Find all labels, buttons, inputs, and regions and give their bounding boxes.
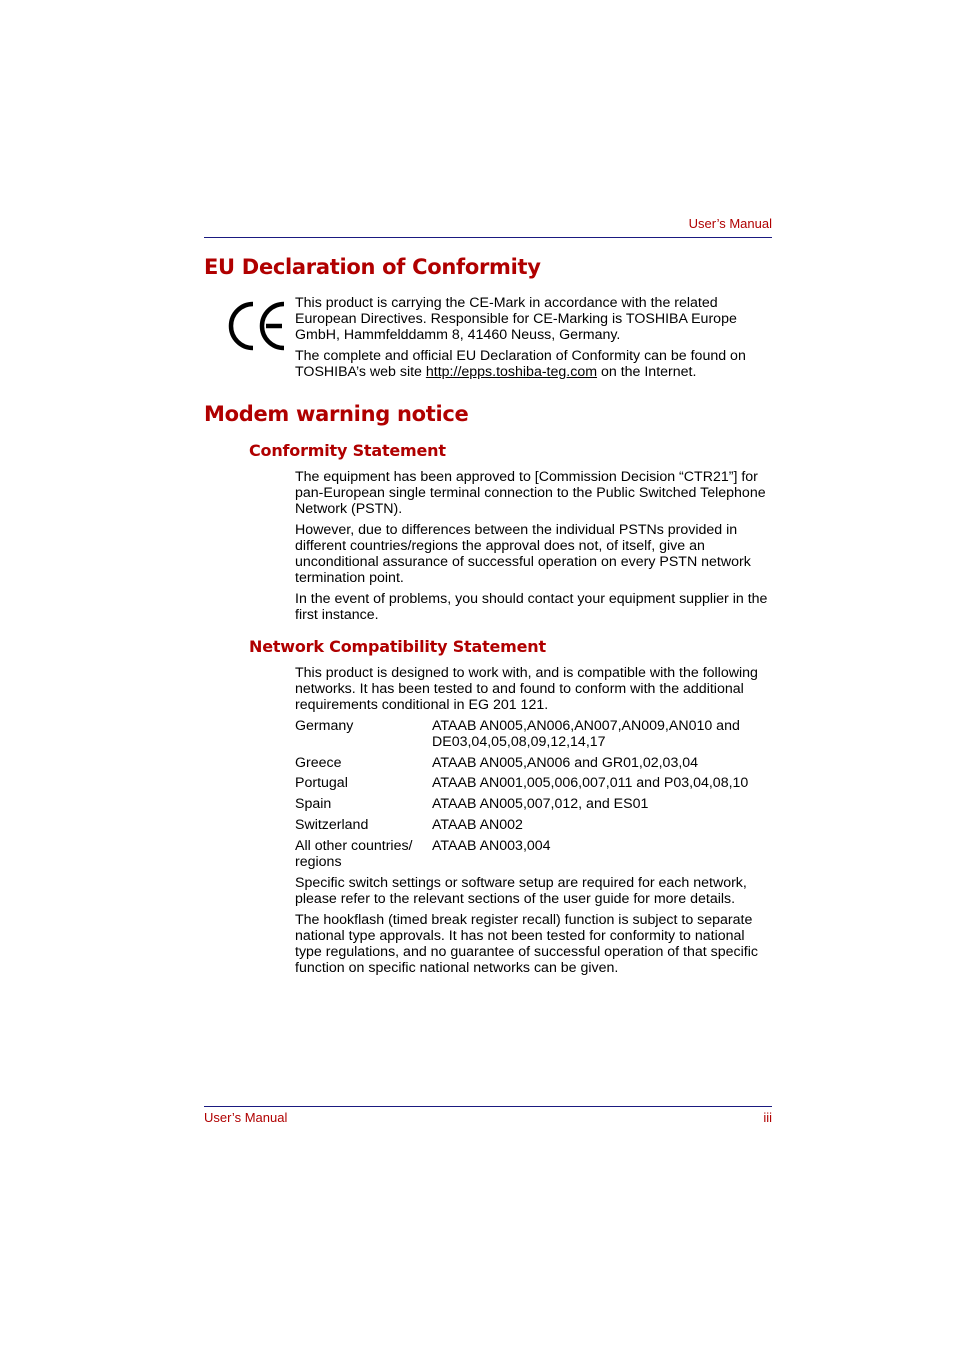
switch-settings-paragraph: Specific switch settings or software setup are required for each network, please refer to the relevant sections of the user guide for more details. xyxy=(295,875,747,907)
eu-declaration-heading: EU Declaration of Conformity xyxy=(204,255,541,279)
conformity-statement-heading: Conformity Statement xyxy=(249,441,446,460)
modem-warning-heading: Modem warning notice xyxy=(204,402,469,426)
running-footer: User’s Manual xyxy=(204,1110,288,1125)
network-country: Greece xyxy=(295,755,342,771)
conformity-paragraph-1: The equipment has been approved to [Commission Decision “CTR21”] for pan-European single terminal connection to the Public Switched Telephone Network (PSTN). xyxy=(295,469,766,517)
ce-mark-icon xyxy=(226,300,290,352)
eu-declaration-text-after: on the Internet. xyxy=(597,364,697,380)
network-approval: ATAAB AN005,AN006 and GR01,02,03,04 xyxy=(432,755,699,771)
network-country: Germany xyxy=(295,718,354,734)
eu-declaration-text-before: The complete and official EU Declaration of Conformity can be found on TOSHIBA’s web site xyxy=(295,348,746,380)
network-country: All other countries/ regions xyxy=(295,838,413,870)
eu-declaration-paragraph xyxy=(295,348,773,380)
toshiba-website-link[interactable]: http://epps.toshiba-teg.com xyxy=(425,364,598,380)
network-country: Switzerland xyxy=(295,817,369,833)
page-number: iii xyxy=(763,1110,772,1125)
network-approval: ATAAB AN005,007,012, and ES01 xyxy=(432,796,649,812)
network-country: Spain xyxy=(295,796,332,812)
network-approval: ATAAB AN002 xyxy=(432,817,523,833)
network-intro-paragraph: This product is designed to work with, and is compatible with the following networks. It has been tested to and found to conform with the additional requirements conditional in EG 201 121. xyxy=(295,665,758,713)
conformity-paragraph-2: However, due to differences between the individual PSTNs provided in different countries/regions the approval does not, of itself, give an unconditional assurance of successful operation on every PSTN network termination point. xyxy=(295,522,751,586)
conformity-paragraph-3: In the event of problems, you should contact your equipment supplier in the first instance. xyxy=(295,591,768,623)
header-rule xyxy=(204,237,772,238)
network-approval: ATAAB AN001,005,006,007,011 and P03,04,08,10 xyxy=(432,775,749,791)
footer-rule xyxy=(204,1106,772,1107)
running-header: User’s Manual xyxy=(688,216,772,231)
eu-ce-mark-paragraph: This product is carrying the CE-Mark in accordance with the related European Directives. Responsible for CE-Marking is TOSHIBA Europe GmbH, Hammfelddamm 8, 41460 Neuss, Germany. xyxy=(295,295,737,343)
hookflash-paragraph: The hookflash (timed break register recall) function is subject to separate national type approvals. It has not been tested for conformity to national type regulations, and no guarantee of successful operation of that specific function on specific national networks can be given. xyxy=(295,912,758,976)
network-approval: ATAAB AN005,AN006,AN007,AN009,AN010 and DE03,04,05,08,09,12,14,17 xyxy=(432,718,740,750)
network-country: Portugal xyxy=(295,775,348,791)
network-approval: ATAAB AN003,004 xyxy=(432,838,551,854)
network-compatibility-heading: Network Compatibility Statement xyxy=(249,637,546,656)
